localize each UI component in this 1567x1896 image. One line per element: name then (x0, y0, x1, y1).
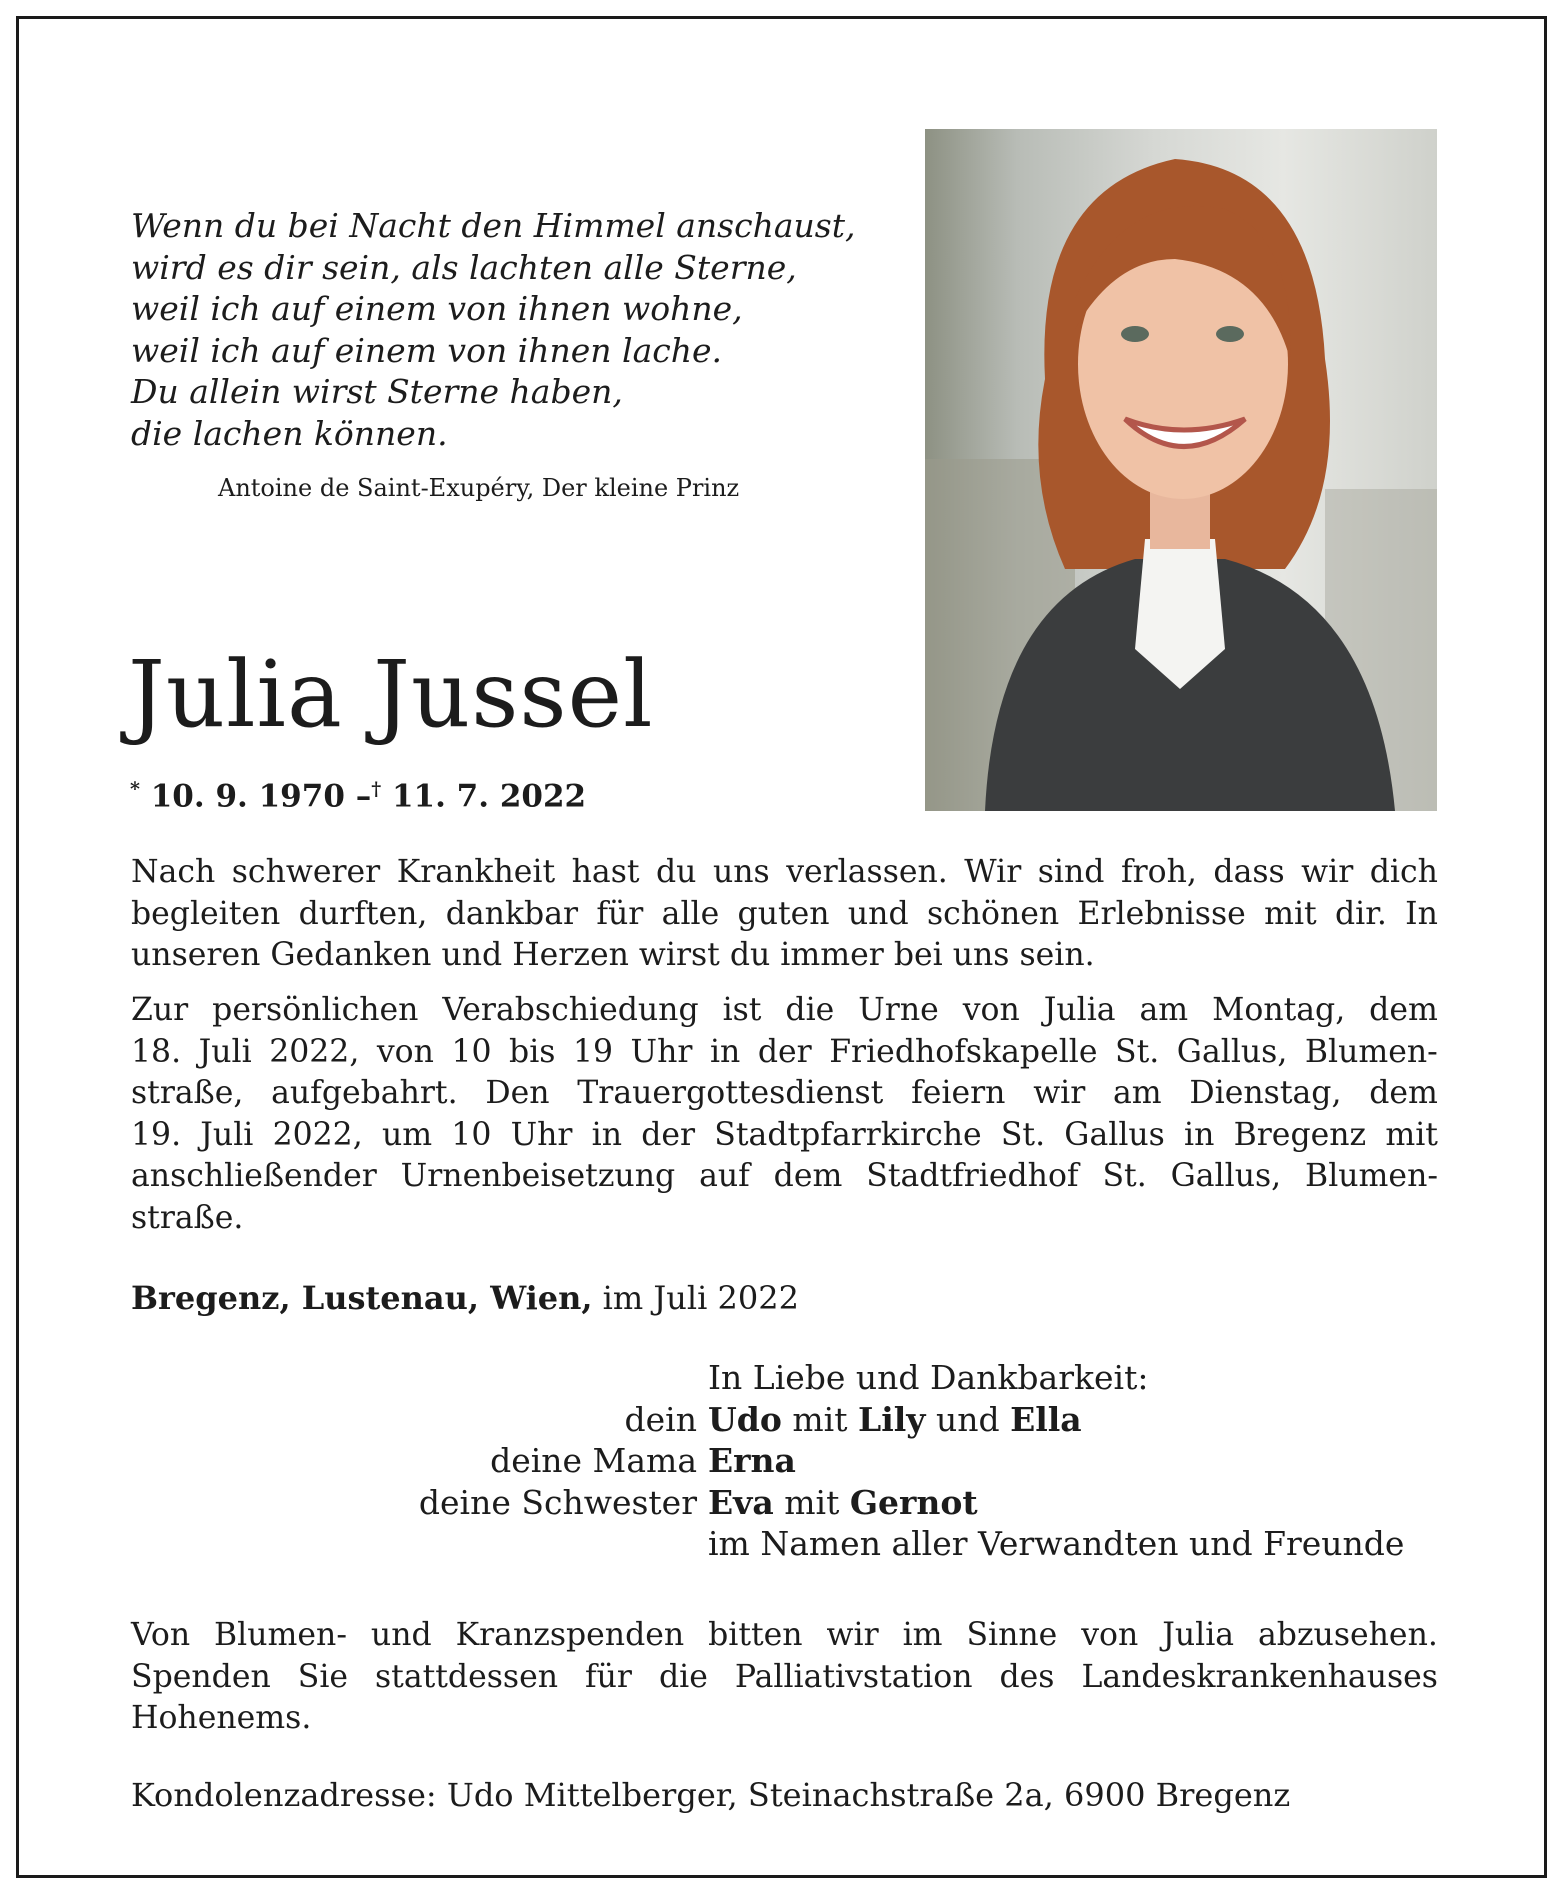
word: dich (1369, 854, 1438, 890)
word: abzusehen. (1258, 1617, 1438, 1653)
word: aufgebahrt. (271, 1075, 458, 1111)
place-cities: Bregenz, Lustenau, Wien, (131, 1279, 593, 1317)
relative-name: Eva (708, 1482, 774, 1522)
word: wir (1301, 854, 1354, 890)
death-mark: † (371, 778, 382, 800)
word: Zur (131, 992, 189, 1028)
word: Spenden (131, 1658, 271, 1695)
word: dankbar (445, 895, 579, 932)
word: straße, (131, 1075, 244, 1111)
word: Palliativstation (734, 1658, 973, 1695)
word: um (381, 1116, 433, 1153)
connector-word: mit (784, 1482, 840, 1522)
word: in (591, 1116, 623, 1153)
word: Juli (198, 1033, 252, 1070)
word: hast (571, 854, 640, 890)
word: Uhr (510, 1116, 573, 1153)
word: Gallus, (1176, 1033, 1288, 1070)
word: Den (485, 1075, 550, 1111)
life-dates (130, 778, 586, 814)
word: und (847, 895, 909, 932)
relative-name: Erna (708, 1441, 796, 1480)
birth-mark: * (130, 778, 140, 800)
word: Friedhofskapelle (829, 1033, 1098, 1070)
quote-line: weil ich auf einem von ihnen lache. (131, 330, 723, 370)
paragraph-funeral-details (131, 990, 1438, 1239)
word: Julia (1162, 1617, 1235, 1653)
date-separator: – (355, 778, 372, 815)
word: Sinne (966, 1617, 1058, 1653)
word: Landeskrankenhauses (1081, 1658, 1438, 1695)
word: am (1139, 992, 1189, 1028)
word: Nach (131, 854, 216, 890)
connector-word: mit (792, 1399, 848, 1439)
word: ist (722, 992, 762, 1028)
quote-line: weil ich auf einem von ihnen wohne, (131, 289, 743, 328)
relation-label: deine Mama (490, 1441, 697, 1480)
word: durften, (298, 895, 428, 932)
word: der (757, 1033, 812, 1070)
word: dem (1369, 992, 1438, 1028)
word: auf (699, 1158, 750, 1194)
word: Wir (964, 854, 1022, 890)
relative-name: Lily (857, 1399, 926, 1439)
word: Urne (858, 992, 939, 1028)
word: des (999, 1658, 1055, 1695)
word: in (709, 1033, 741, 1070)
word: Von (131, 1617, 191, 1653)
word: Blumen- (214, 1617, 347, 1653)
text-line (131, 894, 1438, 936)
paragraph-farewell (131, 852, 1438, 977)
word: schwerer (231, 854, 381, 890)
relation-label: dein (624, 1399, 697, 1439)
word: schönen (926, 895, 1060, 932)
word: Krankheit (396, 854, 556, 890)
relative-name: Gernot (849, 1482, 978, 1522)
word: uns (712, 854, 770, 890)
word: mit (1264, 895, 1317, 932)
relative-name: Udo (708, 1399, 782, 1439)
word: Sie (297, 1658, 349, 1695)
word: Dienstag, (1189, 1075, 1342, 1111)
word: persönlichen (212, 992, 419, 1028)
text-line: unseren Gedanken und Herzen wirst du immer bei uns sein. (131, 937, 1095, 973)
text-line (131, 1073, 1438, 1115)
word: In (1405, 895, 1438, 932)
word: am (1113, 1075, 1162, 1111)
connector-word: und (935, 1399, 1000, 1439)
quote-line: wird es dir sein, als lachten alle Sterne, (131, 247, 797, 287)
word: für (596, 895, 644, 932)
word: Blumen- (1304, 1033, 1438, 1070)
word: 2022, (269, 1033, 360, 1070)
deceased-name: Julia Jussel (128, 641, 654, 748)
relation-label: deine Schwester (418, 1482, 697, 1522)
birth-date: 10. 9. 1970 (150, 778, 345, 815)
word: Verabschiedung (442, 992, 699, 1028)
portrait-photo (925, 129, 1437, 811)
place-and-date (131, 1279, 799, 1317)
poem-quote (131, 205, 856, 454)
death-date: 11. 7. 2022 (391, 778, 587, 815)
word: Montag, (1212, 992, 1346, 1028)
word: 19 (572, 1033, 614, 1070)
word: für (584, 1658, 632, 1695)
word: von (376, 1033, 434, 1070)
text-line (131, 1615, 1438, 1657)
word: anschließender (131, 1158, 377, 1194)
word: guten (737, 895, 830, 932)
word: St. (1000, 1116, 1046, 1153)
word: bitten (708, 1617, 803, 1653)
word: stattdessen (375, 1658, 559, 1695)
quote-source: Antoine de Saint-Exupéry, Der kleine Prinz (218, 474, 740, 502)
word: Urnenbeisetzung (400, 1158, 676, 1194)
word: 10 (451, 1116, 492, 1153)
word: begleiten (131, 895, 281, 932)
word: dass (1213, 854, 1285, 890)
word: sind (1037, 854, 1105, 890)
word: wir (826, 1617, 879, 1653)
word: dir. (1335, 895, 1387, 932)
word: Stadtpfarrkirche (714, 1116, 982, 1153)
place-date: im Juli 2022 (602, 1279, 799, 1317)
text-line (131, 1156, 1438, 1198)
signature-intro: In Liebe und Dankbarkeit: (708, 1358, 1149, 1397)
word: Kranzspenden (455, 1617, 685, 1653)
word: und (370, 1617, 432, 1653)
word: von (1081, 1617, 1139, 1653)
word: Gallus (1064, 1116, 1165, 1153)
quote-line: Wenn du bei Nacht den Himmel anschaust, (131, 206, 856, 245)
word: Trauergottesdienst (577, 1075, 884, 1111)
relatives-line (708, 1399, 1082, 1441)
word: im (902, 1617, 943, 1653)
quote-line: die lachen können. (131, 413, 448, 453)
paragraph-donations (131, 1615, 1438, 1740)
word: Bregenz (1233, 1116, 1367, 1153)
word: 18. (131, 1033, 182, 1070)
text-line (131, 1657, 1438, 1699)
word: du (656, 854, 697, 890)
word: mit (1385, 1116, 1438, 1153)
relatives-line (708, 1482, 978, 1524)
word: Gallus, (1170, 1158, 1282, 1194)
word: St. (1102, 1158, 1147, 1194)
word: wir (1033, 1075, 1086, 1111)
text-line: Hohenems. (131, 1700, 312, 1736)
word: der (641, 1116, 696, 1153)
word: Blumen- (1305, 1158, 1438, 1194)
text-line (131, 1032, 1438, 1074)
word: in (1184, 1116, 1215, 1153)
relatives-line (708, 1440, 796, 1482)
word: dem (1369, 1075, 1438, 1111)
word: dem (773, 1158, 843, 1194)
word: froh, (1120, 854, 1197, 890)
word: verlassen. (786, 854, 948, 890)
word: die (785, 992, 835, 1028)
word: Juli (200, 1116, 254, 1153)
condolence-address: Kondolenzadresse: Udo Mittelberger, Steinachstraße 2a, 6900 Bregenz (131, 1776, 1291, 1814)
word: alle (661, 895, 720, 932)
word: Stadtfriedhof (866, 1158, 1079, 1194)
word: St. (1115, 1033, 1160, 1070)
signature-closing: im Namen aller Verwandten und Freunde (708, 1524, 1405, 1563)
text-line: straße. (131, 1199, 244, 1236)
word: von (962, 992, 1020, 1028)
text-line (131, 990, 1438, 1032)
text-line (131, 852, 1438, 894)
word: 19. (131, 1116, 182, 1153)
text-line (131, 1115, 1438, 1157)
word: Uhr (630, 1033, 693, 1070)
word: 2022, (272, 1116, 363, 1153)
word: Erlebnisse (1077, 895, 1246, 932)
relative-name: Ella (1010, 1399, 1082, 1439)
word: Julia (1043, 992, 1116, 1028)
word: feiern (911, 1075, 1006, 1111)
word: die (658, 1658, 708, 1695)
word: bis (509, 1033, 556, 1070)
word: 10 (451, 1033, 492, 1070)
quote-line: Du allein wirst Sterne haben, (131, 372, 623, 411)
signature-block (0, 1357, 1567, 1565)
